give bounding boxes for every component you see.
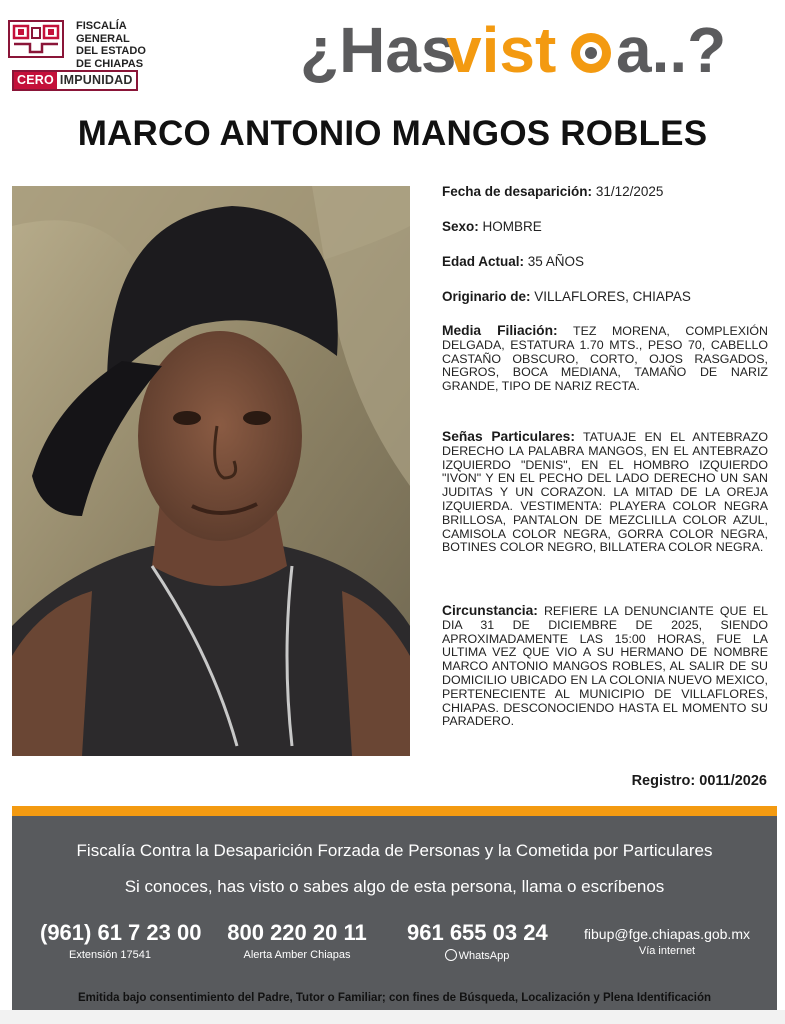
senas-particulares: [442, 430, 768, 555]
agency-line: DE CHIAPAS: [76, 57, 144, 70]
circ-value: REFIERE LA DENUNCIANTE QUE EL DIA 31 DE DICIEMBRE DE 2025, SIENDO APROXIMADAMENTE LAS 15:00 HORAS, FUE LA ULTIMA VEZ QUE VIO A SU HERMANO DE NOMBRE MARCO ANTONIO MANGOS ROBLES, AL SALIR DE SU DOMICILIO UBICADO EN LA COLONIA NUEVO MEXICO, PERTENECIENTE AL MUNICIPIO DE VILLAFLORES, CHIAPAS. DESCONOCIENDO HASTA EL MOMENTO SU PARADERO.: [442, 604, 768, 729]
footer-accent-bar: [12, 806, 777, 816]
senas-label: Señas Particulares:: [442, 429, 575, 444]
edad-value: 35 AÑOS: [527, 254, 585, 269]
disclaimer: Emitida bajo consentimiento del Padre, Tutor o Familiar; con fines de Búsqueda, Localización y Plena Identificación: [77, 992, 712, 1004]
contact-sub-row: [407, 949, 547, 962]
campaign-title-logo: [300, 12, 778, 88]
bottom-strip: [0, 1010, 785, 1024]
fecha-label: Fecha de desaparición:: [442, 184, 593, 199]
chiapas-emblem-icon: [8, 20, 64, 58]
title-part3: a..?: [616, 14, 727, 86]
person-name: MARCO ANTONIO MANGOS ROBLES: [77, 114, 708, 153]
origen-value: VILLAFLORES, CHIAPAS: [534, 289, 691, 304]
edad-row: [442, 254, 769, 269]
cero-impunidad-badge: [12, 70, 138, 91]
circ-label: Circunstancia:: [442, 603, 538, 618]
eye-icon: [571, 33, 611, 73]
title-part1: ¿Has: [300, 14, 457, 86]
contact-sub: Vía internet: [638, 945, 696, 957]
senas-value: TATUAJE EN EL ANTEBRAZO DERECHO LA PALABRA MANGOS, EN EL ANTEBRAZO IZQUIERDO "DENIS", EN EL HOMBRO IZQUIERDO "IVON" Y EN EL PECHO DEL LADO DERECHO UN SAN JUDITAS Y UN CORAZON. LA MITAD DE LA OREJA IZQUIERDA. VESTIMENTA: PLAYERA COLOR NEGRA BRILLOSA, PANTALON DE MEZCLILLA COLOR AZUL, CAMISOLA COLOR NEGRA, GORRA COLOR NEGRA, BOTINES COLOR NEGRO, BILLATERA COLOR NEGRA.: [442, 430, 769, 555]
contact-email-link[interactable]: fibup@fge.chiapas.gob.mx: [584, 926, 750, 942]
agency-logo: [8, 18, 183, 90]
contact-phone-main: [40, 920, 202, 961]
sexo-label: Sexo:: [442, 219, 479, 234]
registro-number: Registro: 0011/2026: [631, 773, 767, 789]
origen-label: Originario de:: [442, 289, 531, 304]
agency-line: DEL ESTADO: [76, 45, 146, 57]
origen-row: [442, 289, 769, 304]
contact-email: [582, 920, 752, 957]
person-photo: [12, 186, 410, 756]
media-filiacion: [442, 324, 768, 394]
contact-footer: [12, 816, 777, 1010]
contact-number[interactable]: 961 655 03 24: [407, 920, 548, 945]
sexo-row: [442, 219, 769, 234]
edad-label: Edad Actual:: [442, 254, 525, 269]
contact-amber-alert: [227, 920, 367, 961]
person-photo-image: [12, 186, 410, 756]
badge-part-a: CERO: [14, 72, 57, 89]
whatsapp-icon: [445, 949, 457, 961]
contact-sub: WhatsApp: [458, 950, 510, 962]
contact-sub: Alerta Amber Chiapas: [243, 949, 351, 961]
filiacion-label: Media Filiación:: [442, 323, 558, 338]
fecha-value: 31/12/2025: [595, 184, 664, 199]
circunstancia: [442, 604, 768, 729]
call-to-action: Si conoces, has visto o sabes algo de esta persona, llama o escríbenos: [124, 877, 665, 896]
contact-number[interactable]: 800 220 20 11: [227, 920, 367, 945]
fiscalia-name: Fiscalía Contra la Desaparición Forzada de Personas y la Cometida por Particulares: [76, 841, 713, 860]
sexo-value: HOMBRE: [482, 219, 542, 234]
contact-number[interactable]: (961) 61 7 23 00: [40, 920, 202, 945]
title-part2: vist: [446, 14, 557, 86]
fecha-row: [442, 184, 769, 199]
filiacion-value: TEZ MORENA, COMPLEXIÓN DELGADA, ESTATURA 1.70 MTS., PESO 70, CABELLO CASTAÑO OBSCURO, CORTO, OJOS RASGADOS, NEGROS, BOCA MEDIANA, TAMAÑO DE NARIZ GRANDE, TIPO DE NARIZ RECTA.: [442, 324, 769, 394]
agency-line: FISCALÍA GENERAL: [76, 20, 130, 45]
agency-name: [76, 20, 183, 70]
contact-whatsapp: [407, 920, 547, 962]
contact-sub: Extensión 17541: [69, 949, 151, 961]
badge-part-b: IMPUNIDAD: [57, 72, 136, 89]
